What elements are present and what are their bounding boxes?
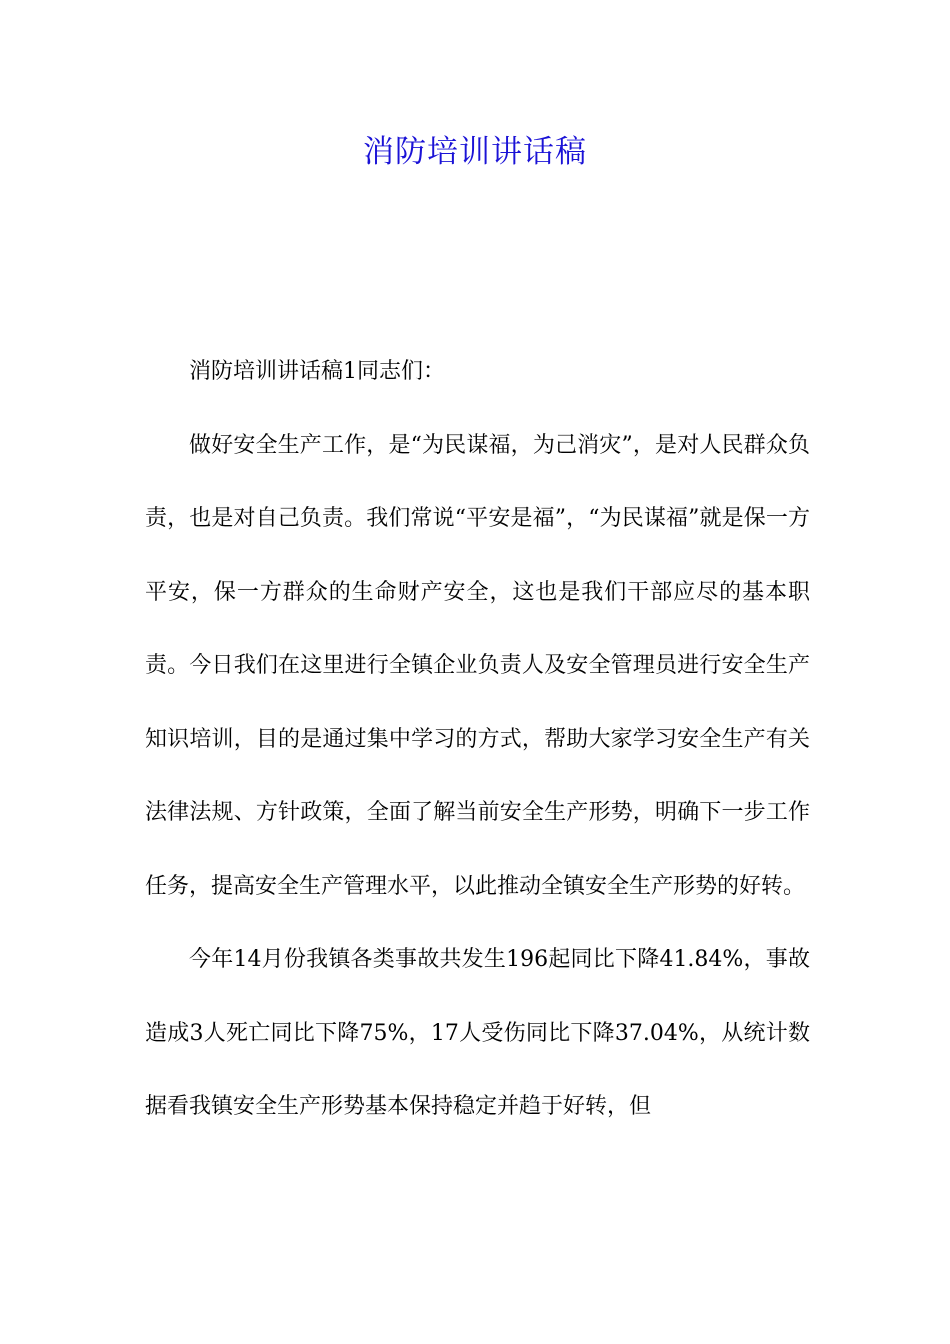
document-body <box>145 335 810 1144</box>
paragraph-statistics: 今年14月份我镇各类事故共发生196起同比下降41.84%，事故造成3人死亡同比下降75%，17人受伤同比下降37.04%，从统计数据看我镇安全生产形势基本保持稳定并趋于好转，但 <box>145 947 810 1119</box>
paragraph-salutation: 消防培训讲话稿1同志们： <box>189 359 445 384</box>
document-title: 消防培训讲话稿 <box>363 134 587 170</box>
paragraph-intro: 做好安全生产工作，是“为民谋福，为己消灾”，是对人民群众负责，也是对自己负责。我们常说“平安是福”，“为民谋福”就是保一方平安，保一方群众的生命财产安全，这也是我们干部应尽的基本职责。今日我们在这里进行全镇企业负责人及安全管理员进行安全生产知识培训，目的是通过集中学习的方式，帮助大家学习安全生产有关法律法规、方针政策，全面了解当前安全生产形势，明确下一步工作任务，提高安全生产管理水平，以此推动全镇安全生产形势的好转。 <box>145 432 810 899</box>
